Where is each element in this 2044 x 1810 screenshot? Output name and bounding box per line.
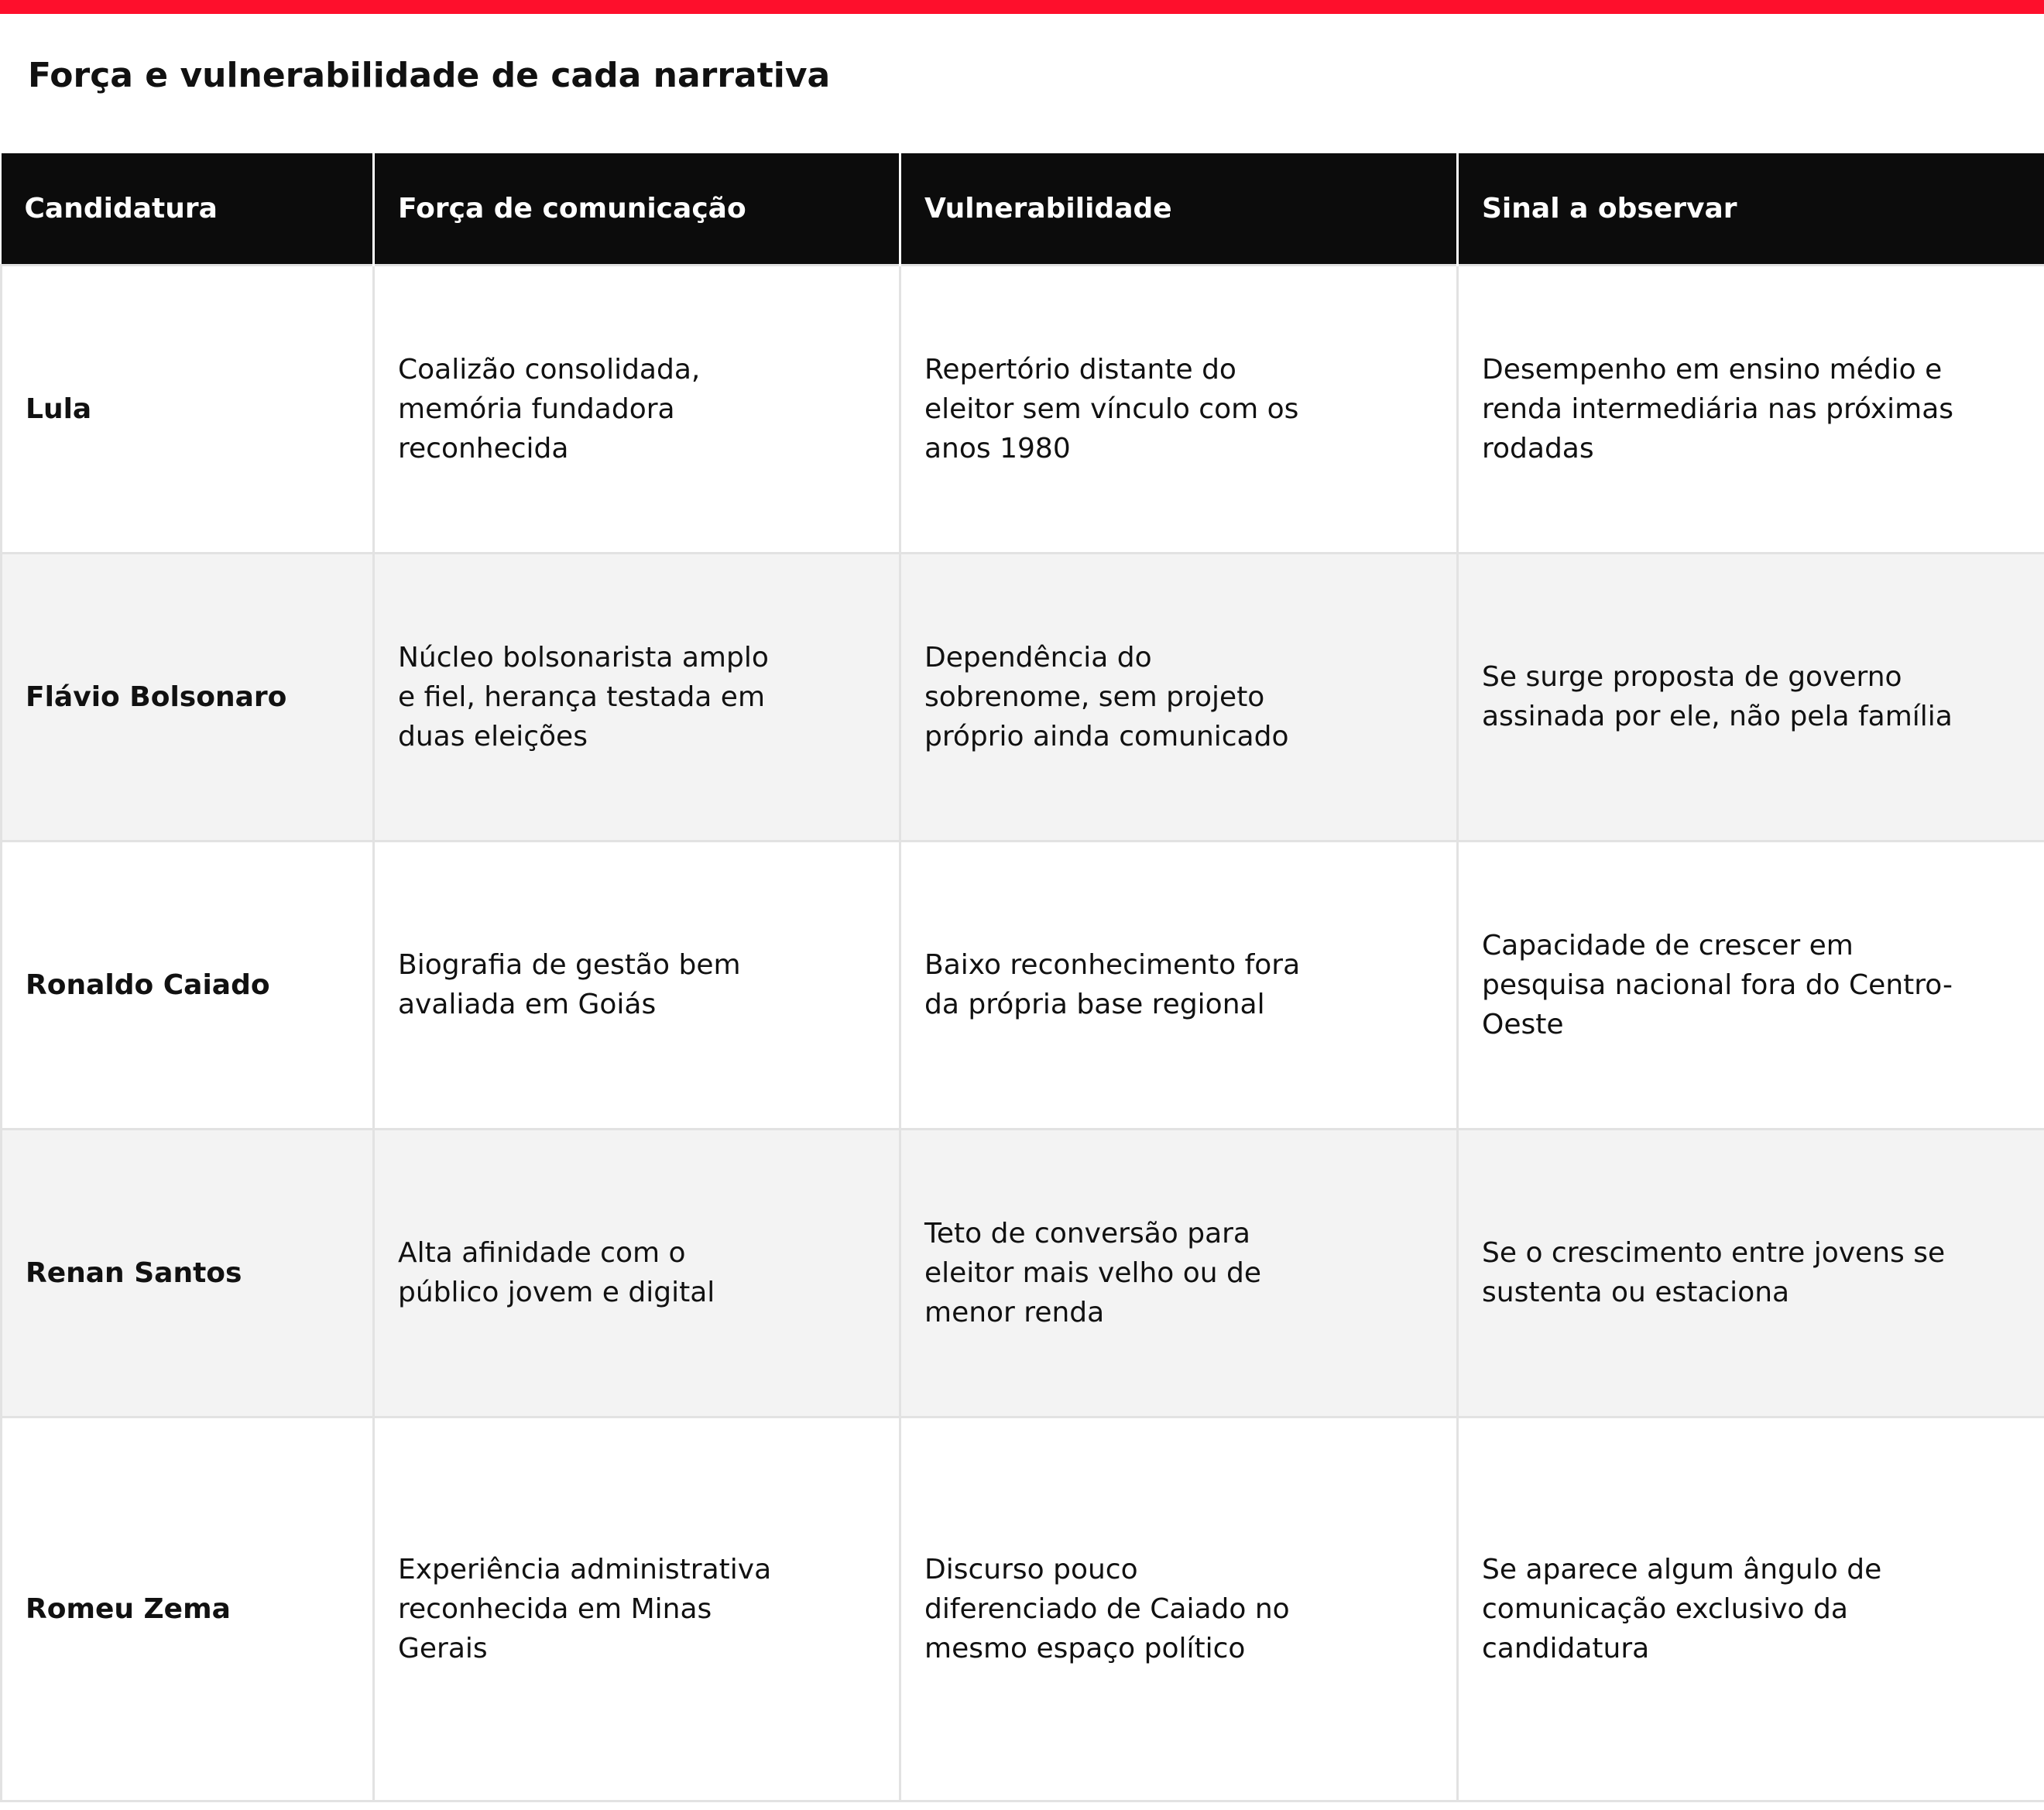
vulnerability-text: Repertório distante do eleitor sem vínculo com os anos 1980 (924, 353, 1299, 464)
page-title: Força e vulnerabilidade de cada narrativa (28, 56, 831, 95)
strength-cell (374, 1417, 900, 1801)
header-vulnerabilidade: Vulnerabilidade (900, 153, 1458, 265)
signal-text: Se o crescimento entre jovens se sustenta ou estaciona (1482, 1237, 1946, 1308)
signal-text: Capacidade de crescer em pesquisa nacional fora do Centro-Oeste (1482, 929, 1953, 1040)
candidate-cell: Romeu Zema (2, 1417, 374, 1801)
table-row (2, 1417, 2044, 1801)
strength-cell (374, 265, 900, 553)
table-row (2, 841, 2044, 1129)
vulnerability-text: Baixo reconhecimento fora da própria base regional (924, 949, 1301, 1020)
vulnerability-text: Discurso pouco diferenciado de Caiado no mesmo espaço político (924, 1553, 1290, 1664)
strength-text: Experiência administrativa reconhecida em Minas Gerais (398, 1553, 772, 1664)
signal-cell (1458, 1129, 2044, 1417)
strength-text: Biografia de gestão bem avaliada em Goiás (398, 949, 741, 1020)
table-row (2, 553, 2044, 841)
vulnerability-cell (900, 1417, 1458, 1801)
strength-cell (374, 553, 900, 841)
strength-text: Alta afinidade com o público jovem e digital (398, 1237, 715, 1308)
candidate-cell: Flávio Bolsonaro (2, 553, 374, 841)
strength-cell (374, 841, 900, 1129)
vulnerability-cell (900, 553, 1458, 841)
header-forca: Força de comunicação (374, 153, 900, 265)
signal-cell (1458, 1417, 2044, 1801)
signal-text: Desempenho em ensino médio e renda intermediária nas próximas rodadas (1482, 353, 1954, 464)
table-row (2, 265, 2044, 553)
narrative-table (0, 153, 2044, 1802)
vulnerability-text: Teto de conversão para eleitor mais velho ou de menor renda (924, 1217, 1262, 1328)
signal-cell (1458, 553, 2044, 841)
accent-bar (0, 0, 2044, 14)
signal-cell (1458, 841, 2044, 1129)
table-row (2, 1129, 2044, 1417)
candidate-cell: Ronaldo Caiado (2, 841, 374, 1129)
vulnerability-cell (900, 265, 1458, 553)
candidate-cell: Renan Santos (2, 1129, 374, 1417)
header-sinal: Sinal a observar (1458, 153, 2044, 265)
vulnerability-cell (900, 841, 1458, 1129)
strength-text: Núcleo bolsonarista amplo e fiel, herança testada em duas eleições (398, 641, 769, 752)
candidate-cell: Lula (2, 265, 374, 553)
header-candidatura: Candidatura (2, 153, 374, 265)
strength-text: Coalizão consolidada, memória fundadora reconhecida (398, 353, 701, 464)
vulnerability-text: Dependência do sobrenome, sem projeto próprio ainda comunicado (924, 641, 1289, 752)
signal-cell (1458, 265, 2044, 553)
strength-cell (374, 1129, 900, 1417)
table-header-row (2, 153, 2044, 265)
signal-text: Se aparece algum ângulo de comunicação exclusivo da candidatura (1482, 1553, 1882, 1664)
signal-text: Se surge proposta de governo assinada por ele, não pela família (1482, 661, 1953, 732)
vulnerability-cell (900, 1129, 1458, 1417)
